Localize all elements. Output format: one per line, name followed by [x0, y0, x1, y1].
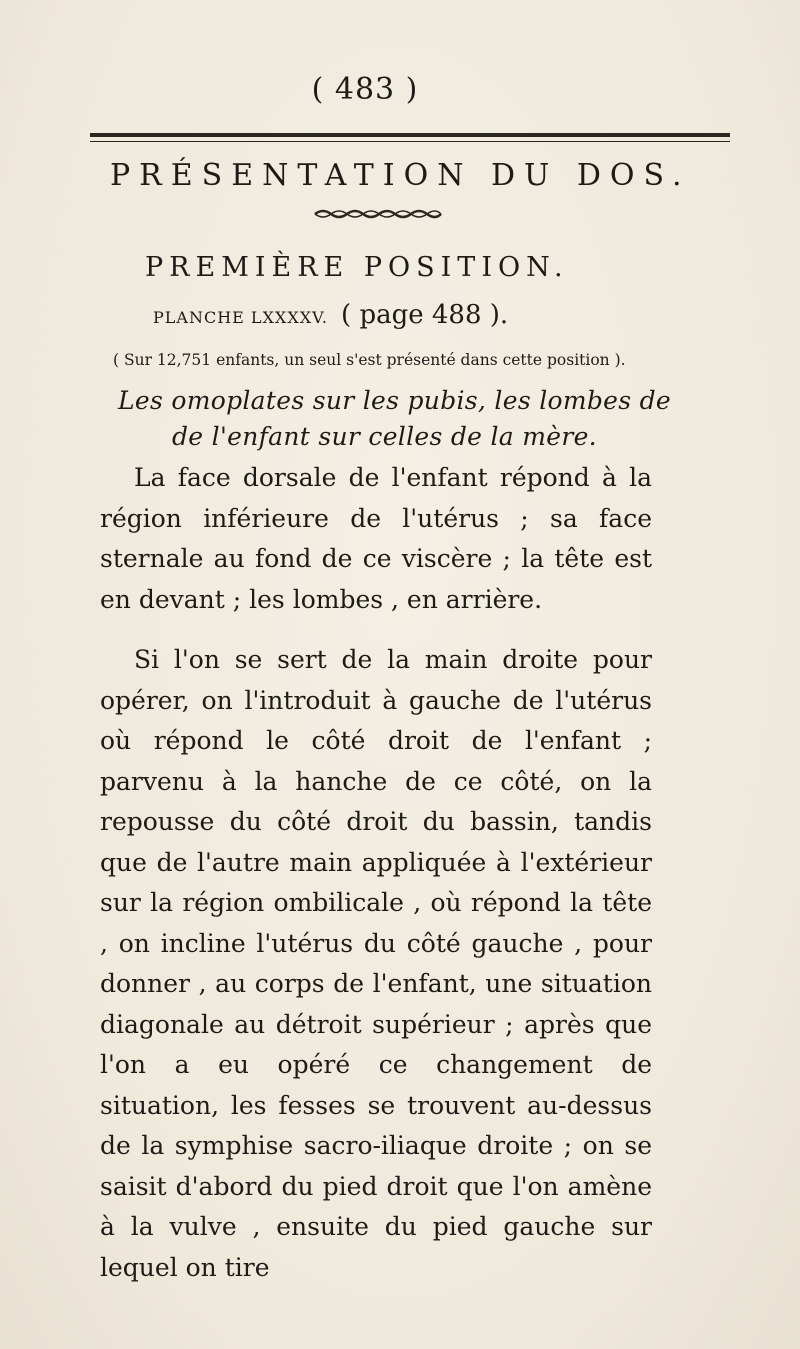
- italic-heading-line-2: de l'enfant sur celles de la mère.: [172, 422, 597, 451]
- plate-label: PLANCHE LXXXXV.: [153, 308, 328, 327]
- statistic-note: ( Sur 12,751 enfants, un seul s'est présenté dans cette position ).: [113, 351, 626, 369]
- header-rule-thick: [90, 133, 730, 137]
- header-rule-thin: [90, 141, 730, 142]
- section-title: PRÉSENTATION DU DOS.: [110, 158, 691, 193]
- page-number: ( 483 ): [311, 72, 419, 107]
- plate-page-ref: ( page 488 ).: [341, 300, 509, 330]
- paragraph-2: Si l'on se sert de la main droite pour opérer, on l'introduit à gauche de l'utérus où répond le côté droit de l'enfant ; parvenu à la hanche de ce côté, on la repousse du côté droit du bassin, tandis que de l'autre main appliquée à l'extérieur sur la région ombilicale , où répond la tête , on incline l'utérus du côté gauche , pour donner , au corps de l'enfant, une situation diagonale au détroit supérieur ; après que l'on a eu opéré ce changement de situation, les fesses se trouvent au-dessus de la symphise sacro-iliaque droite ; on se saisit d'abord du pied droit que l'on amène à la vulve , ensuite du pied gauche sur lequel on tire: [100, 645, 652, 1282]
- decorative-flourish-icon: [313, 208, 443, 220]
- position-subtitle: PREMIÈRE POSITION.: [145, 252, 569, 283]
- paragraph-1: La face dorsale de l'enfant répond à la région inférieure de l'utérus ; sa face sternale au fond de ce viscère ; la tête est en devant ; les lombes , en arrière.: [100, 463, 652, 614]
- plate-reference: [153, 300, 508, 330]
- italic-heading-line-1: Les omoplates sur les pubis, les lombes de: [118, 386, 672, 415]
